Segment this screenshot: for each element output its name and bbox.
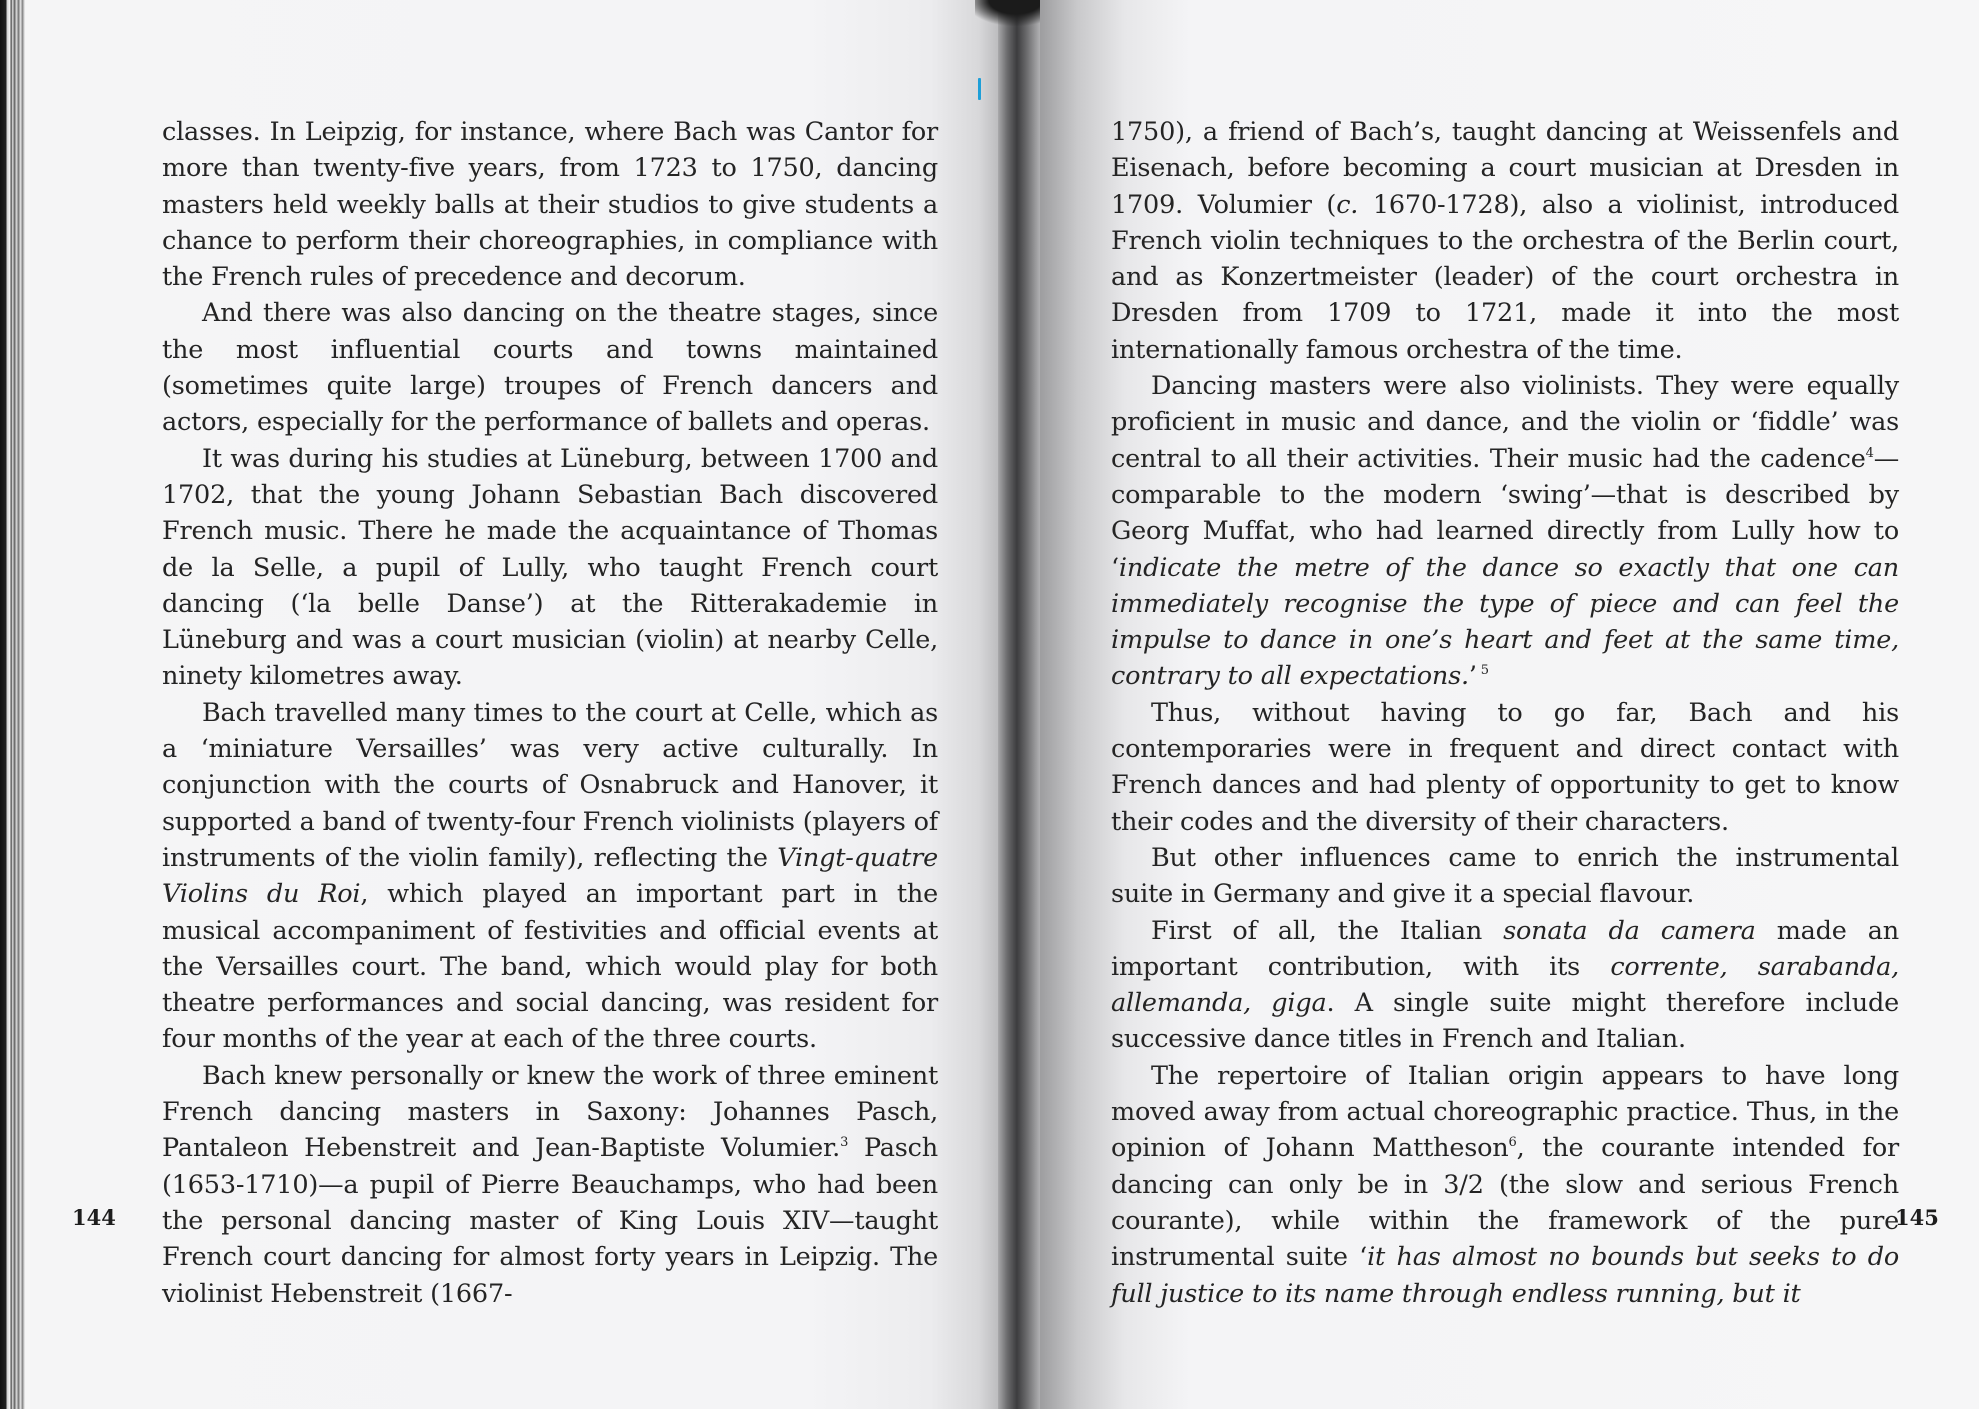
paragraph: classes. In Leipzig, for instance, where Bach was Cantor for more than twenty-five years, from 1723 to 1750, dancing masters held weekly balls at their studios to give students a chance to perform their choreographies, in compliance with the French rules of precedence and decorum. xyxy=(162,117,938,293)
paragraph: The repertoire of Italian origin appears to have long moved away from actual choreographic practice. Thus, in the opinion of Johann Mattheson$^6$, the courante intended for dancing can only be in 3/2 (the slow and serious French courante), while within the framework of the pure instrumental suite ‘it has almost no bounds but seeks to do full justice to its name through endless running, but it xyxy=(1111,1060,1899,1309)
italic-quote: indicate the metre of the dance so exactly that one can immediately recognise the type of piece and can feel the impulse to dance in one’s heart and feet at the same time, contrary to all expectations. xyxy=(1111,552,1899,692)
paragraph: 1750), a friend of Bach’s, taught dancing at Weissenfels and Eisenach, before becoming a court musician at Dresden in 1709. Volumier (c. 1670-1728), also a violinist, introduced French violin techniques to the orchestra of the Berlin court, and as Konzertmeister (leader) of the court orchestra in Dresden from 1709 to 1721, made it into the most internationally famous orchestra of the time. xyxy=(1111,117,1900,365)
left-page-text xyxy=(162,114,938,1312)
right-page xyxy=(1040,0,1979,1409)
paragraph: Bach travelled many times to the court at Celle, which as a ‘miniature Versailles’ was very active culturally. In conjunction with the courts of Osnabruck and Hanover, it supported a band of twenty-four French violinists (players of instruments of the violin family), reflecting the Vingt-quatre Violins du Roi, which played an important part in the musical accompaniment of festivities and official events at the Versailles court. The band, which would play for both theatre performances and social dancing, was resident for four months of the year at each of the three courts. xyxy=(162,697,938,1055)
paragraph: First of all, the Italian sonata da camera made an important contribution, with its corrente, sarabanda, allemanda, giga. A single suite might therefore include successive dance titles in French and Italian. xyxy=(1111,915,1900,1055)
paragraph: Thus, without having to go far, Bach and his contemporaries were in frequent and direct contact with French dances and had plenty of opportunity to get to know their codes and the diversity of their characters. xyxy=(1111,697,1899,837)
italic-title: Vingt-quatre Violins du Roi xyxy=(162,842,938,910)
paragraph: And there was also dancing on the theatre stages, since the most influential courts and towns maintained (sometimes quite large) troupes of French dancers and actors, especially for the performance of ballets and operas. xyxy=(162,298,938,438)
page-number-right: 145 xyxy=(1895,1205,1939,1230)
book-gutter xyxy=(998,0,1040,1409)
paragraph: But other influences came to enrich the instrumental suite in Germany and give it a special flavour. xyxy=(1111,842,1899,910)
paragraph: Bach knew personally or knew the work of three eminent French dancing masters in Saxony: Johannes Pasch, Pantaleon Hebenstreit and Jean-Baptiste Volumier.$^3$ Pasch (1653-1710)—a pupil of Pierre Beauchamps, who had been the personal dancing master of King Louis XIV—taught French court dancing for almost forty years in Leipzig. The violinist Hebenstreit (1667- xyxy=(162,1060,938,1309)
bookmark-mark xyxy=(978,78,981,100)
footnote-marker: 5 xyxy=(1476,663,1489,679)
paragraph: It was during his studies at Lüneburg, between 1700 and 1702, that the young Johann Sebastian Bach discovered French music. There he made the acquaintance of Thomas de la Selle, a pupil of Lully, who taught French court dancing (‘la belle Danse’) at the Ritterakademie in Lüneburg and was a court musician (violin) at nearby Celle, ninety kilometres away. xyxy=(162,443,938,692)
page-number-left: 144 xyxy=(72,1205,116,1230)
paragraph: Dancing masters were also violinists. They were equally proficient in music and dance, and the violin or ‘fiddle’ was central to all their activities. Their music had the cadence$^4$—comparable to the modern ‘swing’—that is described by Georg Muffat, who had learned directly from Lully how to ‘indicate the metre of the dance so exactly that one can immediately recognise the type of piece and can feel the impulse to dance in one’s heart and feet at the same time, contrary to all expectations.’ $^5$ xyxy=(1111,371,1899,692)
italic-quote: it has almost no bounds but seeks to do full justice to its name through endless running, but it xyxy=(1111,1242,1899,1309)
footnote-marker: 3 xyxy=(840,1135,849,1151)
left-page xyxy=(30,0,998,1409)
footnote-marker: 6 xyxy=(1508,1135,1517,1151)
book-edge-left xyxy=(0,0,30,1409)
right-page-text xyxy=(1111,114,1899,1312)
footnote-marker: 4 xyxy=(1865,445,1874,461)
